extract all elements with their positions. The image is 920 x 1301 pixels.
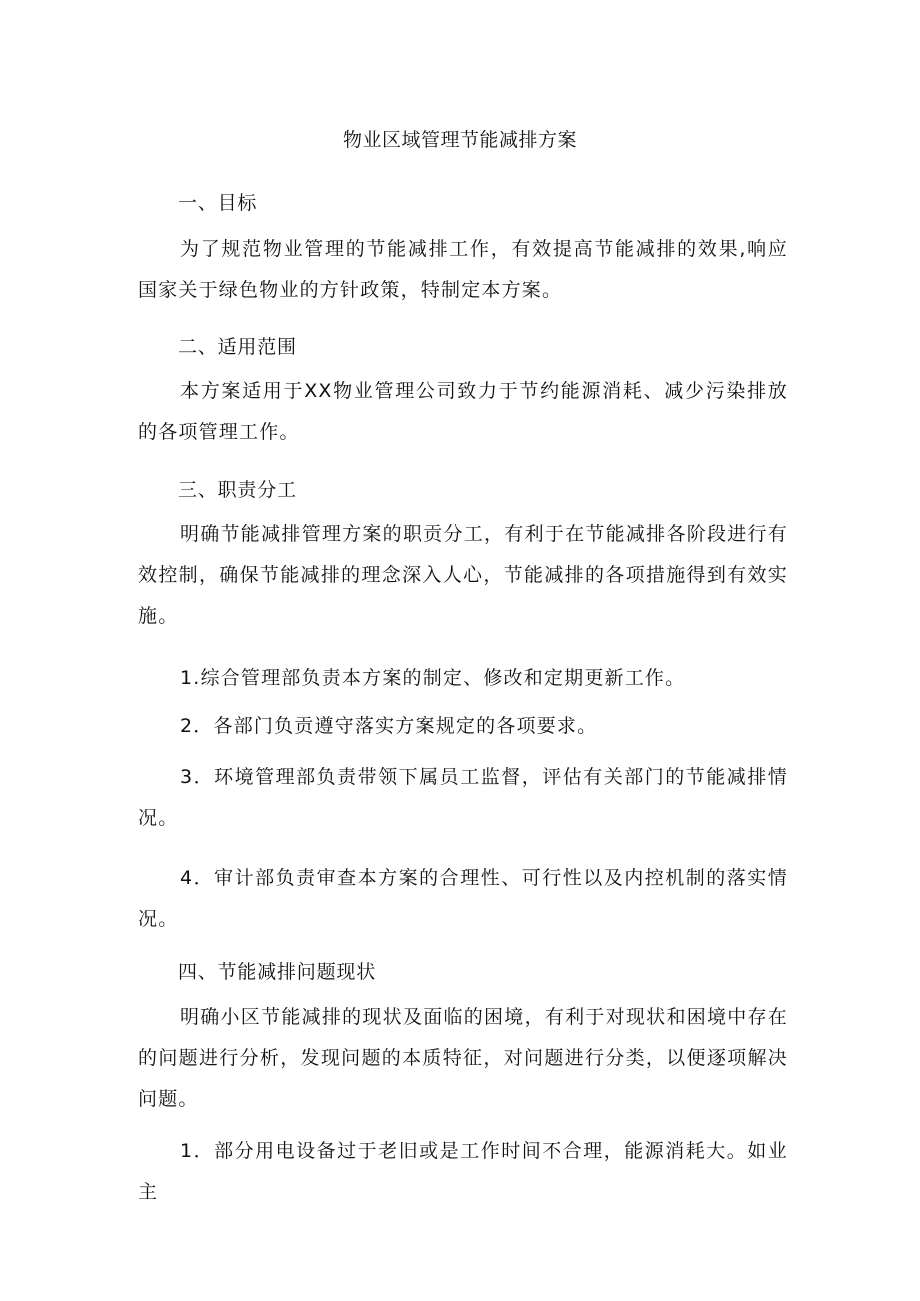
status-item-1: [138, 1131, 788, 1213]
section-heading-goal: 一、目标: [178, 192, 258, 214]
list-item: 3．环境管理部负责带领下属员工监督，评估有关部门的节能减排情况。: [138, 766, 788, 829]
list-item: 2．各部门负贡遵守落实方案规定的各项要求。: [180, 715, 598, 737]
section-goal-body: [138, 229, 788, 311]
list-item: 1.综合管理部负责本方案的制定、修改和定期更新工作。: [180, 667, 686, 689]
paragraph: 明确小区节能减排的现状及面临的困境，有利于对现状和困境中存在的问题进行分析，发现问题的本质特征，对问题进行分类，以便逐项解决问题。: [138, 1006, 788, 1110]
duty-item-1: [138, 658, 788, 699]
section-heading-status: 四、节能减排问题现状: [178, 961, 377, 983]
section-scope-body: [138, 371, 788, 453]
duty-item-3: [138, 757, 788, 839]
paragraph: 为了规范物业管理的节能减排工作，有效提高节能减排的效果,响应国家关于绿色物业的方针政策，特制定本方案。: [138, 238, 788, 301]
section-duties-body: [138, 514, 788, 637]
section-heading-scope: 二、适用范围: [178, 336, 297, 358]
list-item: 1．部分用电设备过于老旧或是工作时间不合理，能源消耗大。如业主: [138, 1140, 788, 1203]
list-item: 4．审计部负责审查本方案的合理性、可行性以及内控机制的落实情况。: [138, 867, 788, 930]
paragraph: 明确节能减排管理方案的职贡分工，有利于在节能减排各阶段进行有效控制，确保节能减排的理念深入人心，节能减排的各项措施得到有效实施。: [138, 523, 788, 627]
section-status-body: [138, 997, 788, 1120]
document-title: 物业区域管理节能减排方案: [342, 129, 577, 151]
paragraph: 本方案适用于XX物业管理公司致力于节约能源消耗、减少污染排放的各项管理工作。: [138, 380, 788, 443]
duty-item-4: [138, 858, 788, 940]
duty-item-2: [138, 706, 788, 747]
section-heading-duties: 三、职责分工: [178, 479, 297, 501]
